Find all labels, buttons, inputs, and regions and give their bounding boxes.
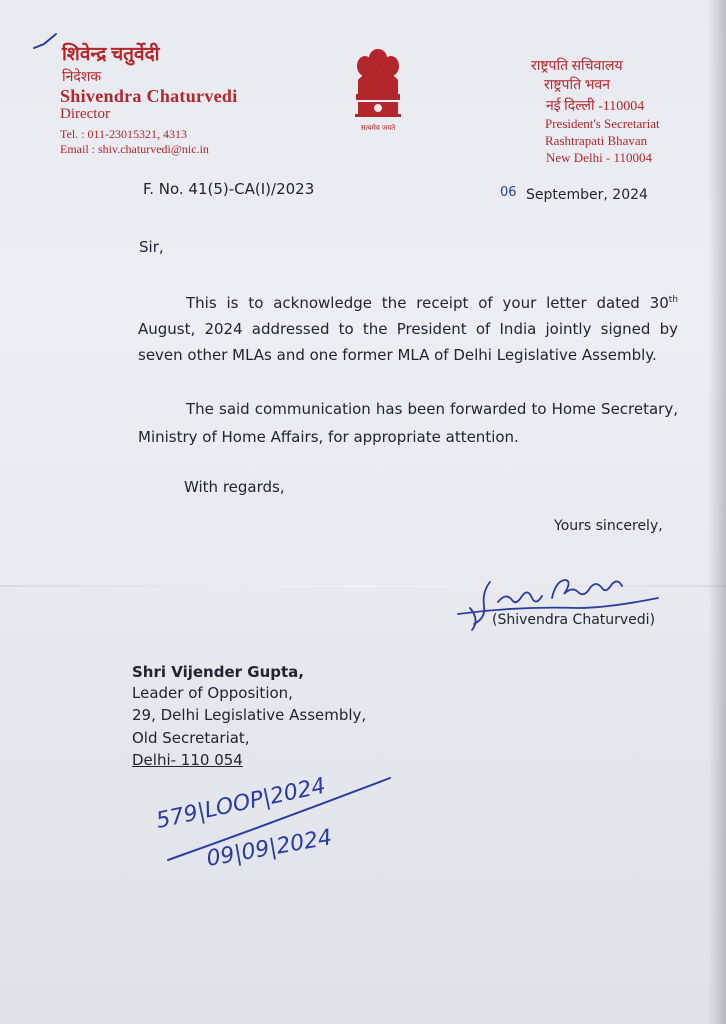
office-english-line1: President's Secretariat [545, 116, 660, 131]
paragraph-1-start: This is to acknowledge the receipt of your letter dated 30 [186, 294, 669, 312]
salutation: Sir, [139, 238, 164, 256]
office-hindi-line1: राष्ट्रपति सचिवालय [531, 59, 623, 74]
recipient-line-2: 29, Delhi Legislative Assembly, [132, 706, 367, 724]
date-day-handwritten: 06 [500, 185, 517, 200]
letterhead-name-english: Shivendra Chaturvedi [60, 86, 238, 106]
paragraph-1-superscript: th [668, 295, 678, 305]
valediction: Yours sincerely, [554, 518, 663, 534]
closing: With regards, [184, 478, 285, 496]
file-number: F. No. 41(5)-CA(I)/2023 [143, 180, 315, 198]
recipient-line-3: Old Secretariat, [132, 729, 250, 747]
office-english-line3: New Delhi - 110004 [546, 150, 653, 165]
letterhead-name-hindi: शिवेन्द्र चतुर्वेदी [62, 44, 160, 65]
date-month-year: September, 2024 [526, 187, 648, 203]
office-hindi-line2: राष्ट्रपति भवन [544, 78, 610, 93]
letterhead-title-hindi: निदेशक [62, 70, 102, 85]
letterhead-telephone: Tel. : 011-23015321, 4313 [60, 127, 188, 141]
recipient-line-1: Leader of Opposition, [132, 684, 293, 702]
letterhead-title-english: Director [60, 106, 110, 122]
emblem-motto: सत्यमेव जयते [360, 124, 396, 132]
signatory-name: (Shivendra Chaturvedi) [492, 612, 656, 628]
tick-mark [34, 34, 56, 48]
paragraph-2-text: The said communication has been forwarded to Home Secretary, Ministry of Home Affairs, for appropriate attention. [138, 400, 678, 446]
handwritten-line-2: 09|09|2024 [204, 825, 334, 872]
office-english-line2: Rashtrapati Bhavan [545, 133, 648, 148]
paragraph-1-end: August, 2024 addressed to the President of India jointly signed by seven other MLAs and one former MLA of Delhi Legislative Assembly. [138, 320, 678, 364]
recipient-line-4: Delhi- 110 054 [132, 751, 243, 769]
office-hindi-line3: नई दिल्ली -110004 [546, 99, 645, 114]
signature [458, 580, 658, 630]
handwritten-line-1: 579|LOOP|2024 [154, 773, 328, 834]
recipient-name: Shri Vijender Gupta, [132, 663, 304, 681]
letterhead-email: Email : shiv.chaturvedi@nic.in [60, 142, 209, 156]
